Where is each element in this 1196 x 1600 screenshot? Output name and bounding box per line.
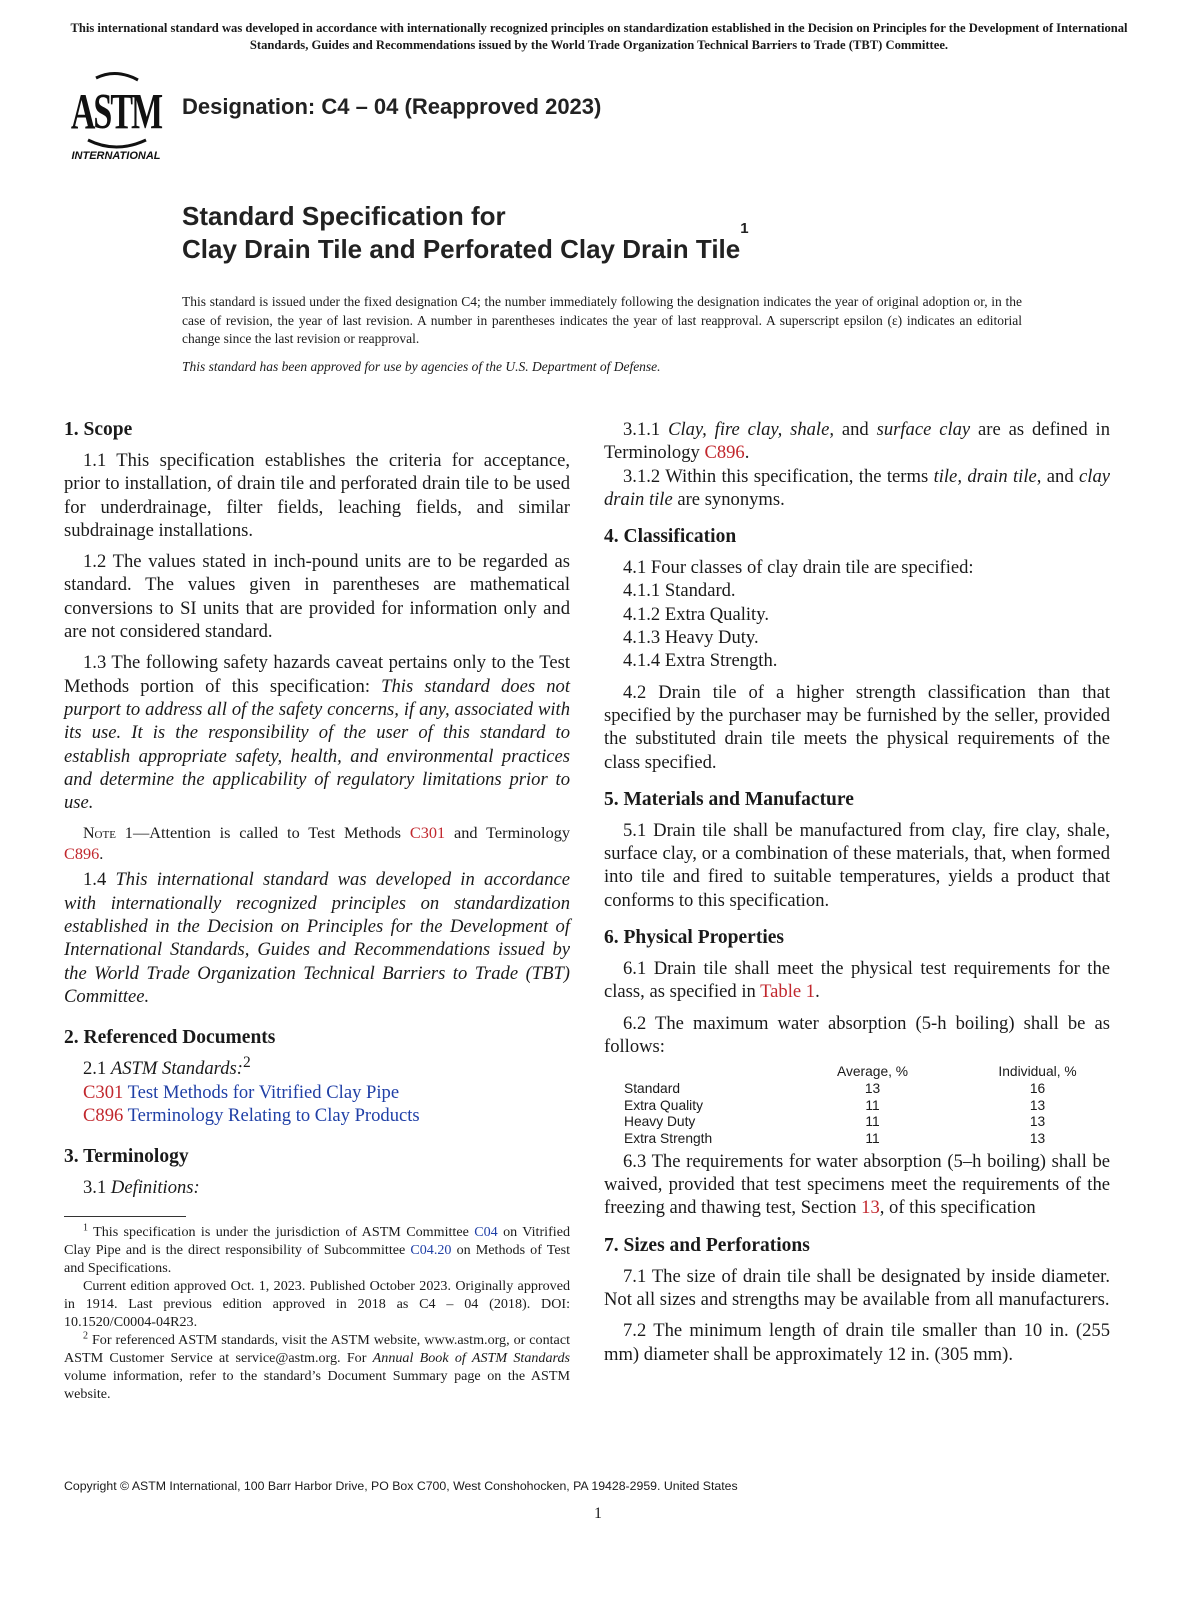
table-cell-class: Standard bbox=[624, 1080, 680, 1096]
footnotes bbox=[64, 1223, 570, 1403]
designation: Designation: C4 – 04 (Reapproved 2023) bbox=[182, 94, 602, 119]
para-3-1-1 bbox=[604, 418, 1110, 465]
table-cell-average: 11 bbox=[865, 1114, 880, 1130]
note-text-a: 1—Attention is called to Test Methods bbox=[115, 823, 410, 843]
table-header-individual: Individual, % bbox=[998, 1064, 1077, 1080]
water-absorption-table bbox=[624, 1064, 1124, 1148]
para-6-1-end: . bbox=[815, 981, 820, 1003]
table-cell-class: Heavy Duty bbox=[624, 1114, 696, 1130]
para-2-1-text: ASTM Standards: bbox=[110, 1058, 243, 1080]
section-heading-classification: 4. Classification bbox=[604, 526, 737, 548]
page-number: 1 bbox=[594, 1505, 602, 1522]
footnote-1-text-c: on Methods of Test and Specifications. bbox=[64, 1242, 570, 1276]
table-cell-average: 11 bbox=[865, 1097, 880, 1113]
para-4-2: 4.2 Drain tile of a higher strength classification than that specified by the purchaser may be furnished by the seller, provided the substituted drain tile meets the physical requirements of the class specified. bbox=[604, 681, 1110, 773]
footnote-1-text-b: on Vitrified Clay Pipe and is the direct responsibility of Subcommittee bbox=[64, 1224, 570, 1258]
para-1-4-num: 1.4 bbox=[83, 869, 116, 891]
para-7-2: 7.2 The minimum length of drain tile smaller than 10 in. (255 mm) diameter shall be approximately 12 in. (305 mm). bbox=[604, 1320, 1110, 1365]
para-4-1: 4.1 Four classes of clay drain tile are specified: bbox=[623, 557, 974, 579]
table-header-average: Average, % bbox=[837, 1064, 909, 1080]
para-1-4 bbox=[64, 868, 570, 1008]
para-3-1-2-term-2: clay drain tile bbox=[604, 465, 1110, 510]
svg-text:INTERNATIONAL: INTERNATIONAL bbox=[71, 150, 161, 162]
table-cell-class: Extra Quality bbox=[624, 1097, 703, 1113]
link-committee-c04[interactable]: C04 bbox=[474, 1224, 498, 1240]
reference-c301[interactable] bbox=[64, 1081, 570, 1104]
para-2-1 bbox=[64, 1054, 570, 1080]
footnote-2 bbox=[64, 1331, 570, 1403]
para-5-1: 5.1 Drain tile shall be manufactured from clay, fire clay, shale, surface clay, or a combination of these materials, that, when formed into tile and fired to suitable temperatures, yields a product that conforms to this specification. bbox=[604, 819, 1110, 911]
para-3-1-2-text-c: are synonyms. bbox=[672, 488, 785, 510]
reference-c896-code[interactable]: C896 bbox=[83, 1104, 124, 1126]
para-3-1-2-term-1: tile, drain tile bbox=[933, 465, 1037, 487]
para-3-1-1-text-1: and bbox=[834, 419, 877, 440]
svg-text:ASTM: ASTM bbox=[70, 83, 162, 141]
para-2-1-num: 2.1 bbox=[83, 1058, 111, 1080]
reference-c301-title[interactable]: Test Methods for Vitrified Clay Pipe bbox=[123, 1081, 400, 1103]
table-row bbox=[624, 1114, 1124, 1131]
para-3-1-1-text-2: are as defined in Terminology bbox=[604, 419, 1111, 464]
para-1-1: 1.1 This specification establishes the criteria for acceptance, prior to installation, of drain tile and perforated drain tile to be used for underdrainage, filter fields, leaching fields, and similar subdrainage installations. bbox=[64, 450, 570, 541]
para-3-1-1-end: . bbox=[744, 442, 750, 464]
para-6-1 bbox=[604, 957, 1110, 1004]
para-1-4-text: This international standard was developed in accordance with internationally recognized principles on standardization established in the Decision on Principles for the Development of International Standards, Guides and Recommendations issued by the World Trade Organization Technical Barriers to Trade (TBT) Committee. bbox=[64, 869, 571, 1007]
dod-approval-note: This standard has been approved for use by agencies of the U.S. Department of Defense. bbox=[182, 359, 661, 374]
footnote-2-book: Annual Book of ASTM Standards bbox=[372, 1350, 570, 1366]
para-4-1-4: 4.1.4 Extra Strength. bbox=[623, 650, 778, 672]
right-column bbox=[604, 418, 1110, 1366]
para-3-1-1-term-1: Clay, fire clay, shale, bbox=[668, 419, 835, 440]
para-3-1 bbox=[64, 1176, 570, 1199]
para-1-3 bbox=[64, 651, 570, 814]
link-section-13[interactable]: 13 bbox=[861, 1197, 880, 1219]
title-line-1: Standard Specification for bbox=[182, 201, 506, 231]
section-heading-physical-properties: 6. Physical Properties bbox=[604, 927, 784, 949]
para-1-2: 1.2 The values stated in inch-pound units are to be regarded as standard. The values given in parentheses are mathematical conversions to SI units that are provided for information only and are not considered standard. bbox=[64, 551, 570, 643]
footnote-ref-2: 2 bbox=[242, 1054, 251, 1072]
issuance-note: This standard is issued under the fixed designation C4; the number immediately following the designation indicates the year of original adoption or, in the case of revision, the year of last revision. A number in parentheses indicates the year of last reapproval. A superscript epsilon (ε) indicates an editorial change since the last revision or reapproval. bbox=[182, 294, 1022, 346]
section-heading-terminology: 3. Terminology bbox=[64, 1146, 189, 1168]
title-line-2 bbox=[182, 220, 749, 266]
table-cell-individual: 16 bbox=[1029, 1080, 1046, 1096]
astm-logo bbox=[66, 70, 166, 168]
para-3-1-1-num: 3.1.1 bbox=[623, 419, 669, 440]
referenced-documents-list bbox=[64, 1054, 570, 1127]
note-label: Note bbox=[83, 825, 116, 843]
para-1-3-caveat: This standard does not purport to address all of the safety concerns, if any, associated with its use. It is the responsibility of the user of this standard to establish appropriate safety, health, and environmental practices and determine the applicability of regulatory limitations prior to use. bbox=[64, 675, 571, 814]
table-row bbox=[624, 1098, 1124, 1115]
para-1-3-text: 1.3 The following safety hazards caveat pertains only to the Test Methods portion of this specification: bbox=[64, 652, 570, 697]
para-3-1-num: 3.1 bbox=[83, 1177, 111, 1199]
table-cell-average: 11 bbox=[865, 1131, 880, 1147]
link-c896[interactable]: C896 bbox=[64, 844, 100, 864]
note-1 bbox=[64, 823, 570, 864]
section-heading-materials: 5. Materials and Manufacture bbox=[604, 788, 854, 810]
para-6-1-text: 6.1 Drain tile shall meet the physical test requirements for the class, as specified in bbox=[604, 958, 1110, 1003]
section-heading-referenced-documents: 2. Referenced Documents bbox=[64, 1027, 276, 1049]
para-6-2: 6.2 The maximum water absorption (5-h boiling) shall be as follows: bbox=[604, 1012, 1110, 1057]
document-title bbox=[182, 200, 749, 266]
note-text-end: . bbox=[99, 844, 104, 864]
para-3-1-2 bbox=[604, 465, 1110, 512]
section-heading-sizes: 7. Sizes and Perforations bbox=[604, 1234, 810, 1256]
table-cell-individual: 13 bbox=[1029, 1114, 1046, 1130]
para-6-3-end: , of this specification bbox=[879, 1197, 1036, 1219]
para-7-1: 7.1 The size of drain tile shall be designated by inside diameter. Not all sizes and strengths may be available from all manufacturers. bbox=[604, 1265, 1110, 1310]
para-4-1-1: 4.1.1 Standard. bbox=[623, 580, 736, 602]
table-row bbox=[624, 1081, 1124, 1098]
footnote-2-text-a: For referenced ASTM standards, visit the ASTM website, www.astm.org, or contact ASTM Customer Service at service@astm.org. For bbox=[64, 1332, 570, 1366]
link-c301[interactable]: C301 bbox=[409, 823, 446, 843]
reference-c896-title[interactable]: Terminology Relating to Clay Products bbox=[123, 1104, 420, 1126]
footnote-2-marker: 2 bbox=[83, 1330, 88, 1342]
table-cell-class: Extra Strength bbox=[624, 1131, 713, 1147]
note-text-b: and Terminology bbox=[445, 823, 570, 843]
table-cell-individual: 13 bbox=[1029, 1131, 1046, 1147]
link-subcommittee-c04-20[interactable]: C04.20 bbox=[410, 1242, 452, 1258]
footnote-1-edition: Current edition approved Oct. 1, 2023. Published October 2023. Originally approved in 1914. Last previous edition approved in 2018 as C4 – 04 (2018). DOI: 10.1520/C0004-04R23. bbox=[64, 1278, 570, 1330]
para-6-3-text: 6.3 The requirements for water absorption (5–h boiling) shall be waived, provided that test specimens meet the requirements of the freezing and thawing test, Section bbox=[604, 1150, 1110, 1219]
table-header-row bbox=[624, 1064, 1124, 1081]
footnote-2-text-b: volume information, refer to the standard’s Document Summary page on the ASTM website. bbox=[64, 1368, 570, 1402]
table-row bbox=[624, 1131, 1124, 1148]
para-3-1-1-term-2: surface clay bbox=[876, 419, 971, 440]
title-footnote-ref: 1 bbox=[740, 220, 749, 237]
link-c896-terminology[interactable]: C896 bbox=[704, 442, 745, 464]
footnote-1 bbox=[64, 1223, 570, 1277]
para-4-1-2: 4.1.2 Extra Quality. bbox=[623, 603, 769, 625]
title-line-2-text: Clay Drain Tile and Perforated Clay Drain Tile bbox=[182, 234, 741, 264]
footnote-1-marker: 1 bbox=[83, 1222, 88, 1234]
para-3-1-2-text-b: , and bbox=[1036, 465, 1080, 487]
trade-notice: This international standard was developed in accordance with internationally recognized principles on standardization established in the Decision on Principles for the Development of International Standards, Guides and Recommendations issued by the World Trade Organization Technical Barriers to Trade (TBT) Committee. bbox=[70, 21, 1128, 52]
footnote-rule bbox=[64, 1216, 186, 1217]
table-cell-individual: 13 bbox=[1029, 1097, 1046, 1113]
table-header-class bbox=[624, 1064, 794, 1081]
copyright: Copyright © ASTM International, 100 Barr Harbor Drive, PO Box C700, West Conshohocken, PA 19428-2959. United States bbox=[64, 1479, 738, 1493]
para-6-3 bbox=[604, 1150, 1110, 1220]
reference-c301-code[interactable]: C301 bbox=[83, 1081, 124, 1103]
left-column bbox=[64, 418, 570, 1199]
table-cell-average: 13 bbox=[864, 1080, 881, 1096]
reference-c896[interactable] bbox=[64, 1104, 570, 1127]
para-3-1-2-text-a: 3.1.2 Within this specification, the terms bbox=[623, 465, 934, 487]
para-3-1-text: Definitions: bbox=[110, 1177, 200, 1199]
footnote-1-text-a: This specification is under the jurisdiction of ASTM Committee bbox=[88, 1224, 475, 1240]
link-table-1[interactable]: Table 1 bbox=[760, 981, 816, 1003]
para-4-1-3: 4.1.3 Heavy Duty. bbox=[623, 627, 759, 649]
section-heading-scope: 1. Scope bbox=[64, 419, 133, 440]
